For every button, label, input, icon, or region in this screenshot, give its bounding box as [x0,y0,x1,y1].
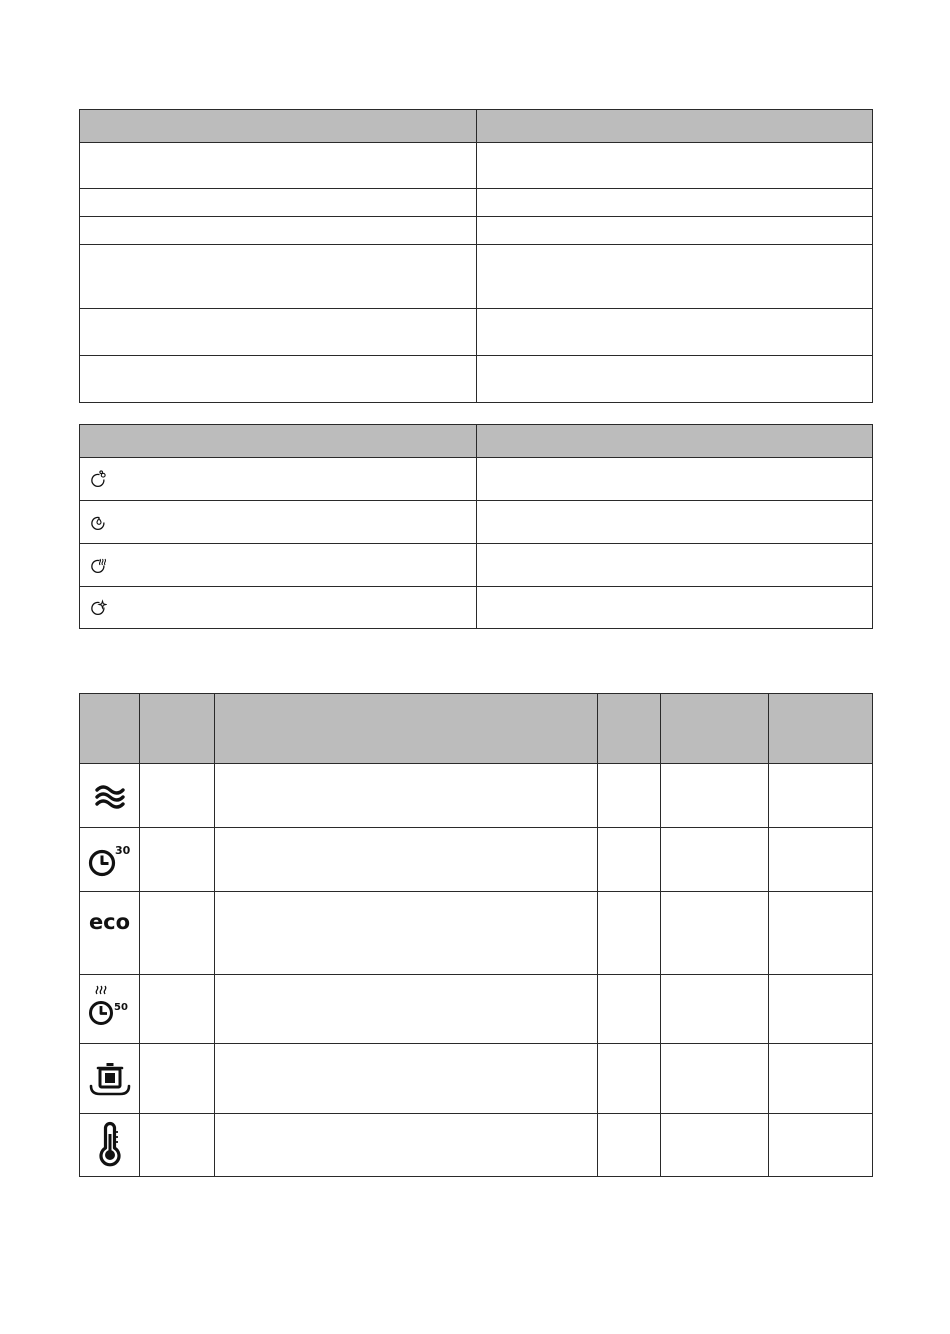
table-cell [215,1044,598,1114]
table-row [80,1044,873,1114]
table-cell [80,501,477,544]
table-cell [80,309,477,356]
table-cell [661,1044,769,1114]
table-3-header-cell [80,694,140,764]
table-cell [477,189,873,217]
table-2-header-cell [80,425,477,458]
table-cell [80,1044,140,1114]
table-cell [477,544,873,587]
table-cell [80,143,477,189]
table-row [80,587,873,629]
table-cell [140,1114,215,1177]
table-cell [477,245,873,309]
table-3-header-cell [661,694,769,764]
table-row [80,217,873,245]
table-cell [80,828,140,892]
table-row [80,828,873,892]
table-3-header-cell [598,694,661,764]
table-cell [80,764,140,828]
table-2-header [80,425,873,458]
clock-50-steam-program-icon [84,983,136,1035]
table-3-header-cell [140,694,215,764]
table-row [80,544,873,587]
table-cell [661,1114,769,1177]
table-cell [215,828,598,892]
table-cell [140,975,215,1044]
table-cell [80,975,140,1044]
table-row [80,189,873,217]
table-cell [477,309,873,356]
table-cell [769,764,873,828]
table-row [80,458,873,501]
table-3 [79,693,873,1177]
table-cell [80,356,477,403]
table-row [80,309,873,356]
table-cell [80,458,477,501]
table-cell [661,892,769,975]
table-cell [477,356,873,403]
table-cell [215,764,598,828]
table-row [80,764,873,828]
table-cell [769,975,873,1044]
table-cell [140,892,215,975]
clock-30-label: 30 [114,843,130,857]
table-2-header-cell [477,425,873,458]
table-3-header [80,694,873,764]
table-cell [140,764,215,828]
steam-indicator-icon [89,556,107,574]
table-3-header-cell [769,694,873,764]
table-cell [477,217,873,245]
table-cell [80,189,477,217]
table-cell [477,458,873,501]
table-cell [80,892,140,975]
table-cell [769,1114,873,1177]
wave-program-icon [90,776,130,816]
table-row [80,245,873,309]
table-row [80,1114,873,1177]
table-row [80,501,873,544]
table-1-header-cell [477,110,873,143]
table-cell [80,245,477,309]
table-row [80,143,873,189]
table-1-header-cell [80,110,477,143]
table-cell [215,1114,598,1177]
table-cell [215,892,598,975]
table-cell [215,975,598,1044]
table-1-header [80,110,873,143]
table-cell [661,828,769,892]
table-cell [598,892,661,975]
thermometer-program-icon [93,1120,127,1170]
table-cell [477,501,873,544]
sparkle-indicator-icon [89,598,107,616]
table-1 [79,109,873,403]
pot-program-icon [87,1059,133,1099]
table-cell [661,975,769,1044]
table-cell [80,544,477,587]
clock-30-program-icon [84,838,136,882]
table-cell [598,1044,661,1114]
table-cell [598,1114,661,1177]
table-cell [598,828,661,892]
table-cell [598,764,661,828]
table-2 [79,424,873,629]
table-cell [80,587,477,629]
eco-program-icon: eco [88,910,131,934]
table-row [80,975,873,1044]
table-cell [80,217,477,245]
table-cell [769,828,873,892]
clock-50-label: 50 [113,1002,128,1013]
table-cell [769,1044,873,1114]
drop-indicator-icon [89,513,107,531]
table-cell [661,764,769,828]
table-cell [477,143,873,189]
table-cell [80,1114,140,1177]
table-cell [769,892,873,975]
table-row [80,892,873,975]
table-row [80,356,873,403]
table-cell [140,1044,215,1114]
bubbles-indicator-icon [89,470,107,488]
table-cell [598,975,661,1044]
table-cell [477,587,873,629]
table-cell [140,828,215,892]
table-3-header-cell [215,694,598,764]
